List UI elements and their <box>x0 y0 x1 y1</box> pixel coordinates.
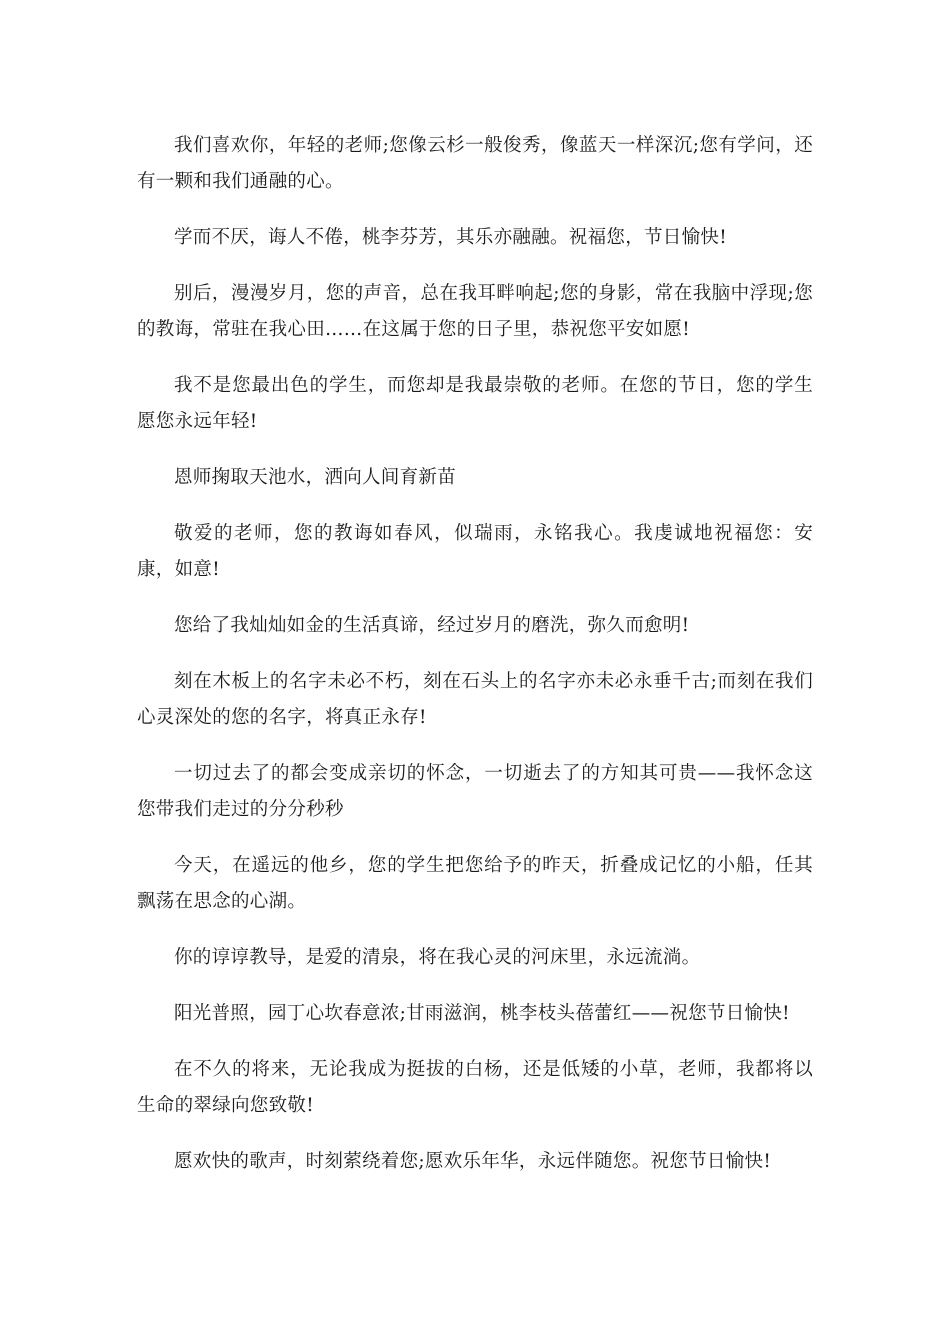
paragraph: 敬爱的老师，您的教诲如春风，似瑞雨，永铭我心。我虔诚地祝福您：安康，如意! <box>137 523 813 580</box>
paragraph: 在不久的将来，无论我成为挺拔的白杨，还是低矮的小草，老师，我都将以生命的翠绿向您致敬! <box>137 1059 813 1116</box>
paragraph: 阳光普照，园丁心坎春意浓;甘雨滋润，桃李枝头蓓蕾红——祝您节日愉快! <box>174 1003 790 1024</box>
paragraph: 别后，漫漫岁月，您的声音，总在我耳畔响起;您的身影，常在我脑中浮现;您的教诲，常驻在我心田……在这属于您的日子里，恭祝您平安如愿! <box>137 283 813 340</box>
paragraph: 今天，在遥远的他乡，您的学生把您给予的昨天，折叠成记忆的小船，任其飘荡在思念的心湖。 <box>137 855 813 912</box>
paragraph: 您给了我灿灿如金的生活真谛，经过岁月的磨洗，弥久而愈明! <box>174 615 690 636</box>
paragraph: 一切过去了的都会变成亲切的怀念，一切逝去了的方知其可贵——我怀念这您带我们走过的分分秒秒 <box>137 763 813 820</box>
paragraph: 刻在木板上的名字未必不朽，刻在石头上的名字亦未必永垂千古;而刻在我们心灵深处的您的名字，将真正永存! <box>137 671 813 728</box>
paragraph: 恩师掬取天池水，洒向人间育新苗 <box>174 467 457 488</box>
document-body <box>137 128 813 1200</box>
paragraph: 我们喜欢你，年轻的老师;您像云杉一般俊秀，像蓝天一样深沉;您有学问，还有一颗和我们通融的心。 <box>137 135 813 192</box>
paragraph: 愿欢快的歌声，时刻萦绕着您;愿欢乐年华，永远伴随您。祝您节日愉快! <box>174 1151 772 1172</box>
paragraph: 学而不厌，诲人不倦，桃李芬芳，其乐亦融融。祝福您，节日愉快! <box>174 227 727 248</box>
paragraph: 我不是您最出色的学生，而您却是我最崇敬的老师。在您的节日，您的学生愿您永远年轻! <box>137 375 813 432</box>
paragraph: 你的谆谆教导，是爱的清泉，将在我心灵的河床里，永远流淌。 <box>174 947 701 968</box>
